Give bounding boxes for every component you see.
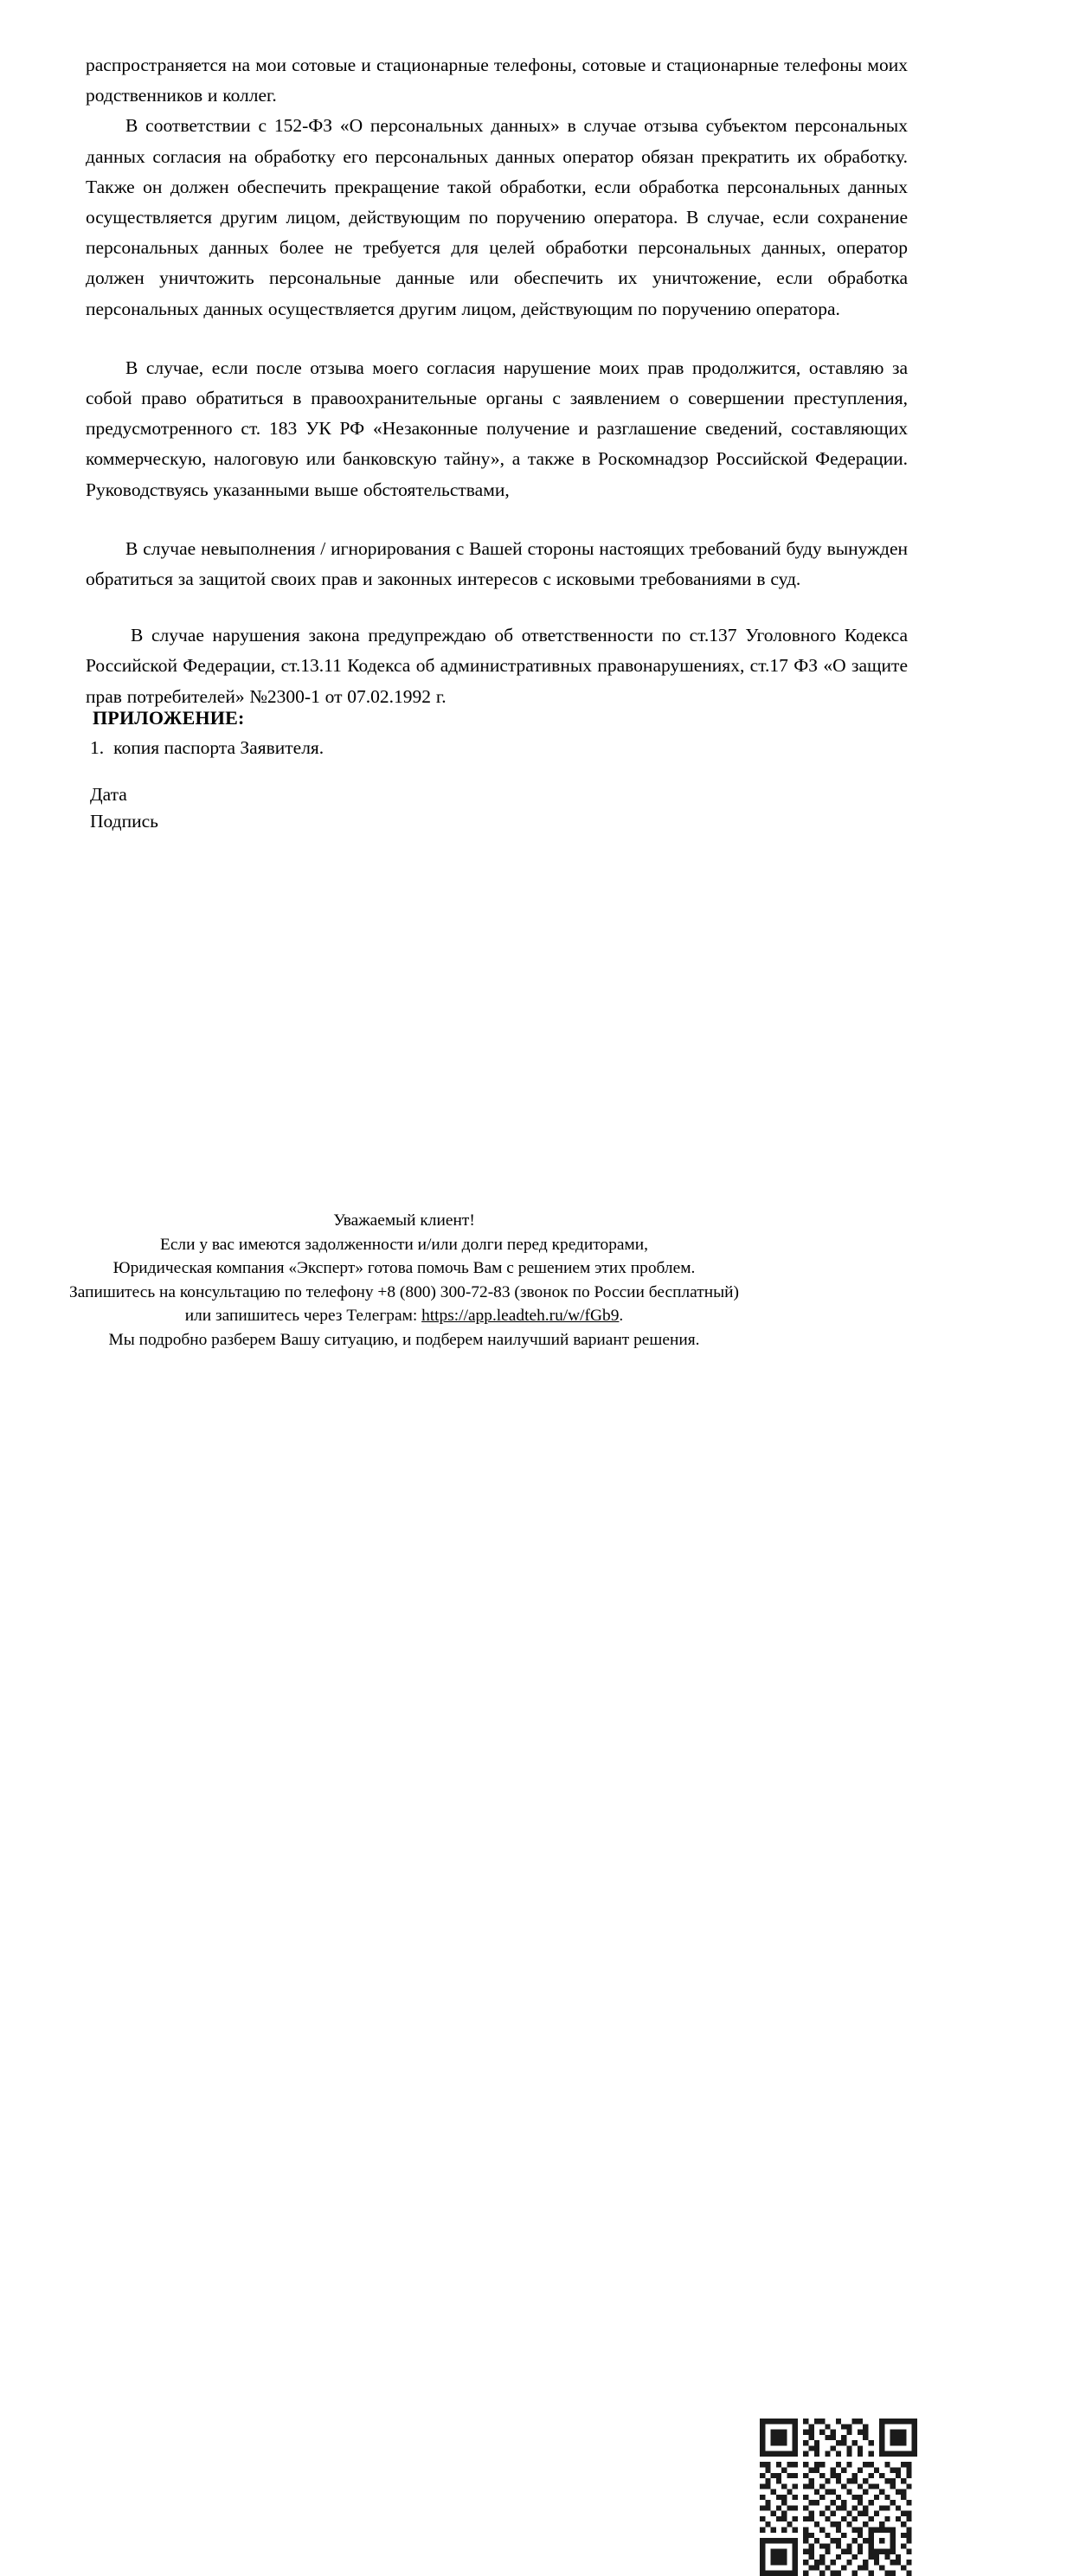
footer-telegram-prefix: или запишитесь через Телеграм: — [184, 1307, 422, 1326]
paragraph-liability-warning: В случае нарушения закона предупреждаю об ответственности по ст.137 Уголовного Кодекса Российской Федерации, ст.13.11 Кодекса об административных правонарушениях, ст.17 ФЗ «О защите прав потребителей» №2300-1 от 07.02.1992 г. — [86, 625, 908, 707]
paragraph-152fz: В соответствии с 152-ФЗ «О персональных данных» в случае отзыва субъектом персональных данных согласия на обработку его персональных данных оператор обязан прекратить их обработку. Также он должен обеспечить прекращение такой обработки, если обработка персональных данных осуществляется другим лицом, действующим по поручению оператора. В случае, если сохранение персональных данных более не требуется для целей обработки персональных данных, оператор должен уничтожить персональные данные или обеспечить их уничтожение, если обработка персональных данных осуществляется другим лицом, действующим по поручению оператора. — [86, 115, 908, 319]
footer-telegram-suffix: . — [619, 1307, 624, 1326]
footer-advertisement — [0, 1209, 1073, 1382]
document-body — [86, 50, 908, 712]
footer-telegram-line — [50, 1304, 758, 1328]
attachment-list-item — [90, 735, 696, 761]
footer-closing-line: Мы подробно разберем Вашу ситуацию, и подберем наилучший вариант решения. — [108, 1330, 700, 1349]
signature-section — [90, 781, 436, 835]
attachment-item-text: копия паспорта Заявителя. — [113, 737, 324, 758]
qr-code-svg — [760, 2419, 917, 2576]
signature-label: Подпись — [90, 811, 158, 832]
attachment-item-number: 1. — [90, 737, 105, 758]
paragraph-continuation: распространяется на мои сотовые и стационарные телефоны, сотовые и стационарные телефоны моих родственников и коллег. — [86, 55, 908, 106]
footer-debt-line: Если у вас имеются задолженности и/или долги перед кредиторами, — [159, 1235, 649, 1254]
paragraph-law-enforcement: В случае, если после отзыва моего согласия нарушение моих прав продолжится, оставляю за собой право обратиться в правоохранительные органы с заявлением о совершении преступления, предусмотренного ст. 183 УК РФ «Незаконные получение и разглашение сведений, составляющих коммерческую, налоговую или банковскую тайну», а также в Роскомнадзор Российской Федерации. Руководствуясь указанными выше обстоятельствами, — [86, 357, 908, 500]
telegram-link[interactable]: https://app.leadteh.ru/w/fGb9 — [421, 1307, 620, 1326]
attachment-section — [90, 705, 696, 761]
footer-greeting: Уважаемый клиент! — [333, 1211, 475, 1230]
date-label: Дата — [90, 784, 127, 805]
footer-company-line: Юридическая компания «Эксперт» готова помочь Вам с решением этих проблем. — [112, 1259, 696, 1278]
paragraph-court-claim: В случае невыполнения / игнорирования с Вашей стороны настоящих требований буду вынужден обратиться за защитой своих прав и законных интересов с исковыми требованиями в суд. — [86, 537, 908, 590]
footer-phone-line: Запишитесь на консультацию по телефону +8 (800) 300-72-83 (звонок по России бесплатный) — [69, 1282, 739, 1301]
qr-code-icon[interactable] — [760, 2419, 917, 2576]
attachment-title: ПРИЛОЖЕНИЕ: — [93, 707, 245, 729]
footer-text-block — [50, 1209, 758, 1352]
